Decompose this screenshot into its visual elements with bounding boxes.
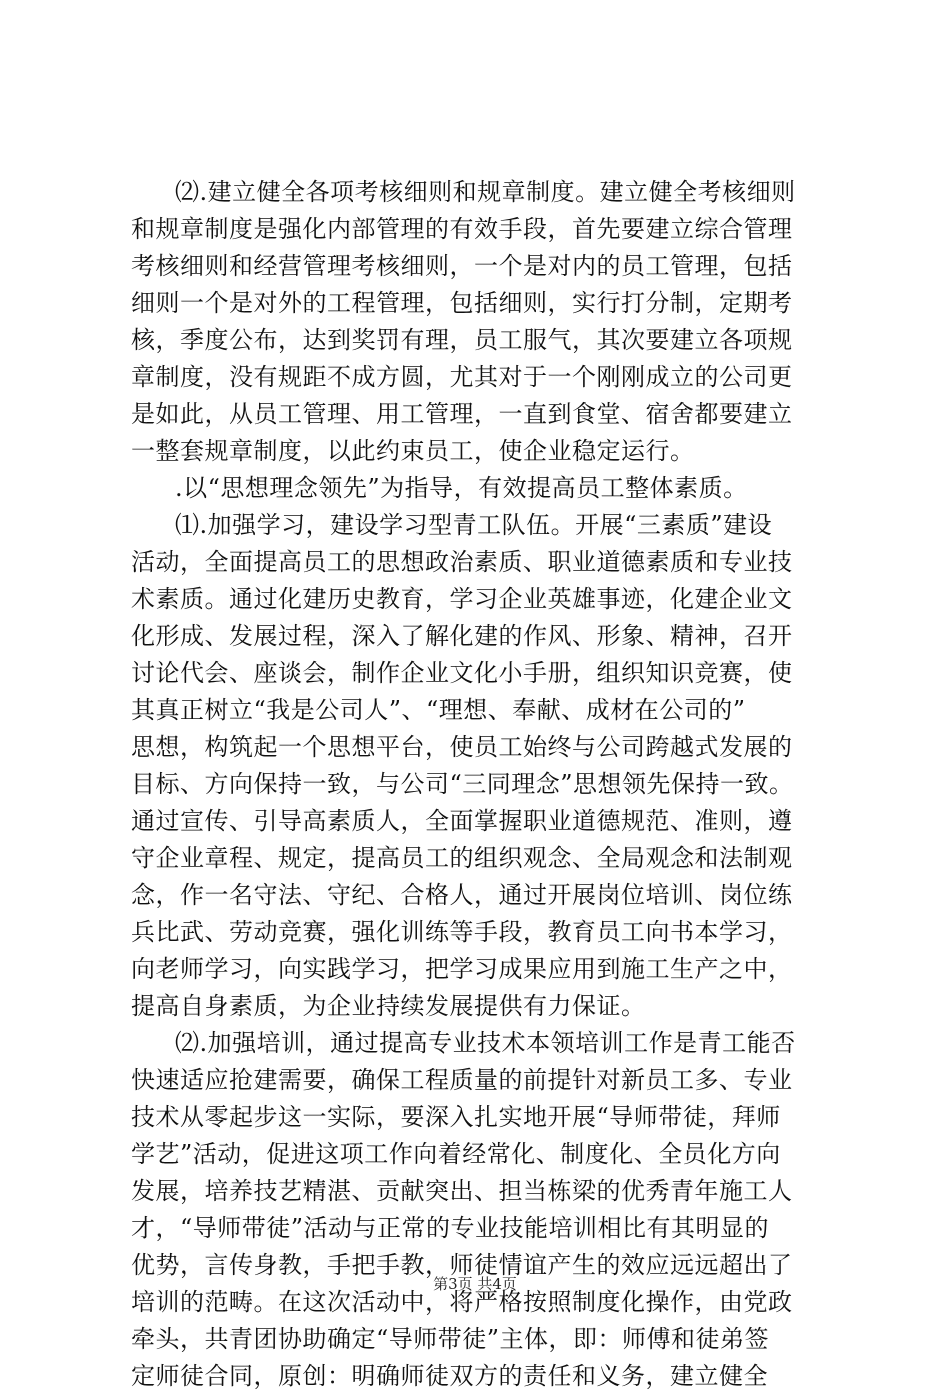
text-line: 向老师学习，向实践学习，把学习成果应用到施工生产之中， (131, 955, 793, 983)
text-line: ⑵.建立健全各项考核细则和规章制度。建立健全考核细则 (175, 178, 796, 206)
text-line: 术素质。通过化建历史教育，学习企业英雄事迹，化建企业文 (131, 585, 793, 613)
text-line: 考核细则和经营管理考核细则，一个是对内的员工管理，包括 (131, 252, 793, 280)
text-line: 目标、方向保持一致，与公司“三同理念”思想领先保持一致。 (131, 770, 794, 798)
text-line: ⑴.加强学习，建设学习型青工队伍。开展“三素质”建设 (175, 511, 773, 539)
text-line: 技术从零起步这一实际，要深入扎实地开展“导师带徒，拜师 (131, 1103, 781, 1131)
text-line: 才，“导师带徒”活动与正常的专业技能培训相比有其明显的 (131, 1214, 770, 1242)
text-line: 其真正树立“我是公司人”、“理想、奉献、成材在公司的” (131, 696, 746, 724)
text-line: 念，作一名守法、守纪、合格人，通过开展岗位培训、岗位练 (131, 881, 793, 909)
text-line: 讨论代会、座谈会，制作企业文化小手册，组织知识竞赛，使 (131, 659, 793, 687)
text-line: 是如此，从员工管理、用工管理，一直到食堂、宿舍都要建立 (131, 400, 793, 428)
text-line: 培训的范畴。在这次活动中，将严格按照制度化操作，由党政 (131, 1288, 793, 1316)
text-line: 一整套规章制度，以此约束员工，使企业稳定运行。 (131, 437, 695, 465)
text-line: 章制度，没有规距不成方圆，尤其对于一个刚刚成立的公司更 (131, 363, 793, 391)
page-footer: 第3页 共4页 (433, 1275, 517, 1293)
text-line: .以“思想理念领先”为指导，有效提高员工整体素质。 (175, 474, 748, 502)
text-line: 和规章制度是强化内部管理的有效手段，首先要建立综合管理 (131, 215, 793, 243)
text-line: 发展，培养技艺精湛、贡献突出、担当栋梁的优秀青年施工人 (131, 1177, 793, 1205)
text-line: 化形成、发展过程，深入了解化建的作风、形象、精神，召开 (131, 622, 793, 650)
text-line: 守企业章程、规定，提高员工的组织观念、全局观念和法制观 (131, 844, 793, 872)
text-line: 兵比武、劳动竞赛，强化训练等手段，教育员工向书本学习， (131, 918, 793, 946)
text-line: 牵头，共青团协助确定“导师带徒”主体，即：师傅和徒弟签 (131, 1325, 770, 1353)
text-line: ⑵.加强培训，通过提高专业技术本领培训工作是青工能否 (175, 1029, 796, 1057)
text-line: 学艺”活动，促进这项工作向着经常化、制度化、全员化方向 (131, 1140, 781, 1168)
text-line: 优势，言传身教，手把手教，师徒情谊产生的效应远远超出了 (131, 1251, 793, 1279)
text-line: 思想，构筑起一个思想平台，使员工始终与公司跨越式发展的 (131, 733, 793, 761)
text-line: 快速适应抢建需要，确保工程质量的前提针对新员工多、专业 (131, 1066, 793, 1094)
text-line: 定师徒合同，原创：明确师徒双方的责任和义务，建立健全 (131, 1362, 768, 1390)
document-body (131, 174, 831, 1395)
text-line: 活动，全面提高员工的思想政治素质、职业道德素质和专业技 (131, 548, 793, 576)
text-line: 提高自身素质，为企业持续发展提供有力保证。 (131, 992, 646, 1020)
text-line: 通过宣传、引导高素质人，全面掌握职业道德规范、准则，遵 (131, 807, 793, 835)
text-line: 核，季度公布，达到奖罚有理，员工服气，其次要建立各项规 (131, 326, 793, 354)
text-line: 细则一个是对外的工程管理，包括细则，实行打分制，定期考 (131, 289, 793, 317)
